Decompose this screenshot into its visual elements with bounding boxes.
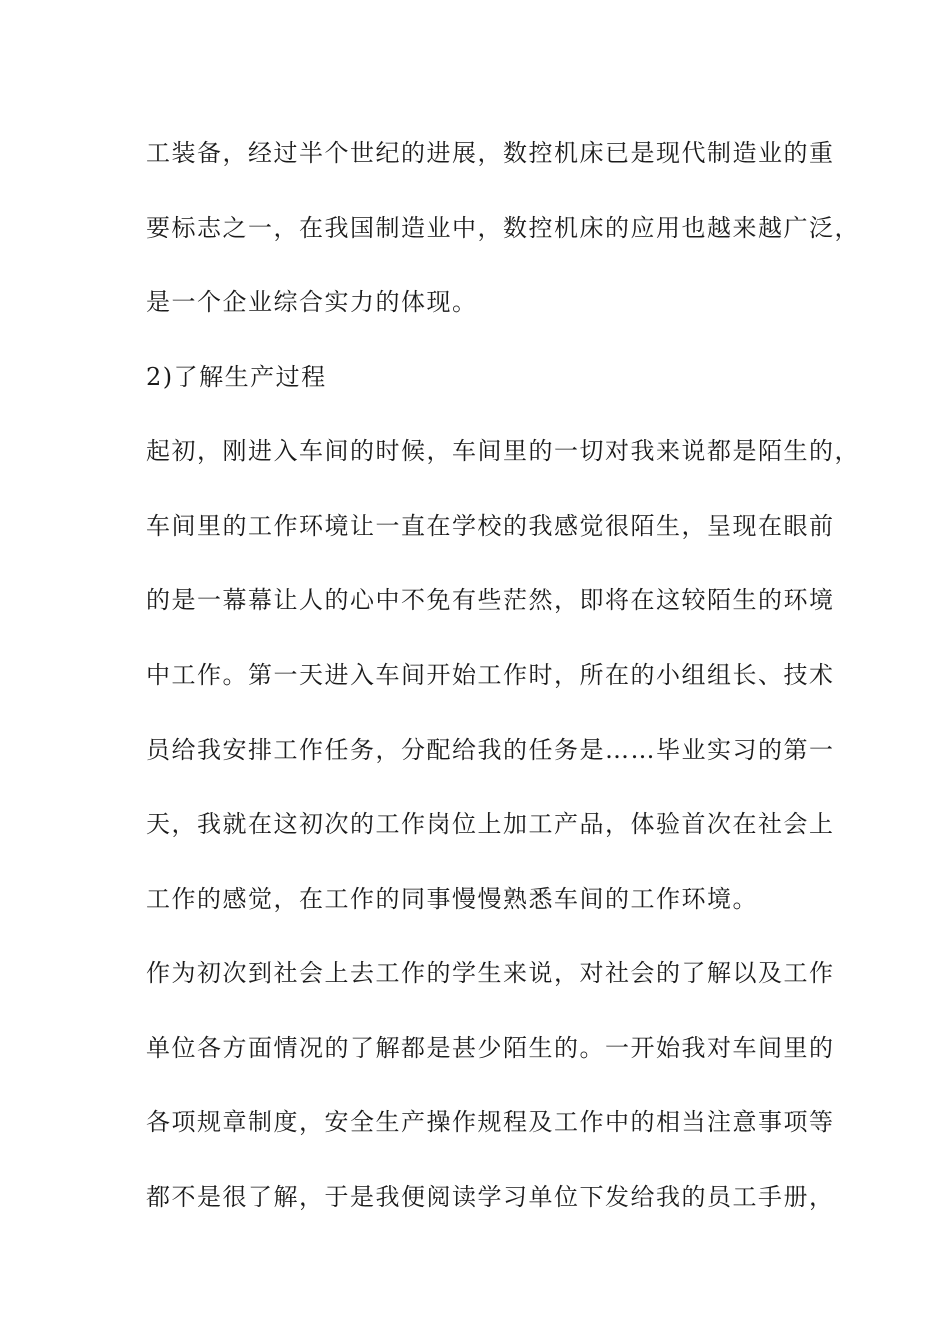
text-line: 员给我安排工作任务，分配给我的任务是……毕业实习的第一 [146, 736, 835, 764]
text-line: 起初，刚进入车间的时候，车间里的一切对我来说都是陌生的， [146, 437, 860, 465]
text-line: 工作的感觉，在工作的同事慢慢熟悉车间的工作环境。 [146, 885, 758, 913]
text-line: 都不是很了解，于是我便阅读学习单位下发给我的员工手册， [146, 1183, 835, 1211]
text-line: 作为初次到社会上去工作的学生来说，对社会的了解以及工作 [146, 959, 835, 987]
text-line: 要标志之一，在我国制造业中，数控机床的应用也越来越广泛， [146, 214, 860, 242]
section-heading: 2)了解生产过程 [146, 363, 327, 391]
text-line: 各项规章制度，安全生产操作规程及工作中的相当注意事项等 [146, 1108, 835, 1136]
text-line: 中工作。第一天进入车间开始工作时，所在的小组组长、技术 [146, 661, 835, 689]
text-line: 单位各方面情况的了解都是甚少陌生的。一开始我对车间里的 [146, 1034, 835, 1062]
text-line: 是一个企业综合实力的体现。 [146, 288, 478, 316]
text-line: 天，我就在这初次的工作岗位上加工产品，体验首次在社会上 [146, 810, 835, 838]
text-line: 工装备，经过半个世纪的进展，数控机床已是现代制造业的重 [146, 139, 835, 167]
text-line: 的是一幕幕让人的心中不免有些茫然，即将在这较陌生的环境 [146, 586, 835, 614]
text-line: 车间里的工作环境让一直在学校的我感觉很陌生，呈现在眼前 [146, 512, 835, 540]
